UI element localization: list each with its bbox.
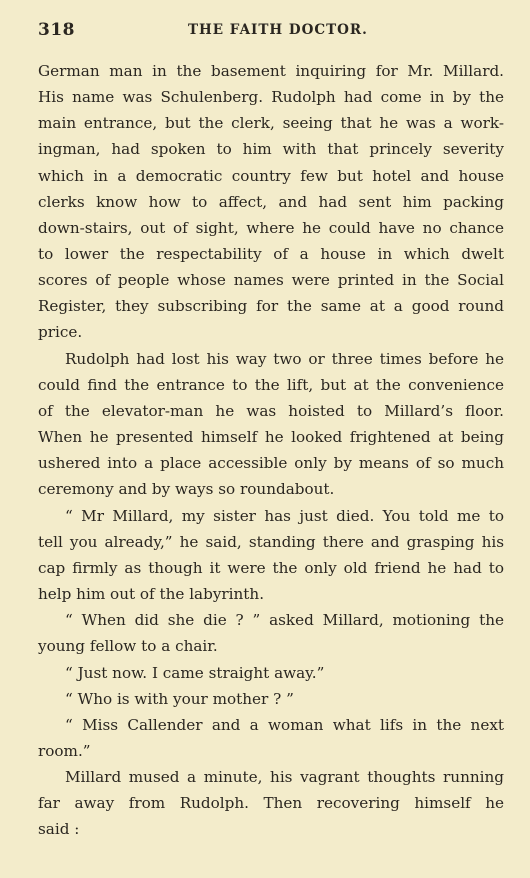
text-line: “ When did she die ? ” asked Millard, motioning the	[65, 611, 504, 629]
text-line: far away from Rudolph. Then recovering himself he	[38, 794, 504, 812]
text-line: Register, they subscribing for the same at a good round	[38, 297, 504, 315]
text-line: German man in the basement inquiring for Mr. Millard.	[38, 62, 504, 80]
page-number: 318	[38, 20, 75, 40]
text-line: help him out of the labyrinth.	[38, 585, 265, 603]
text-line: When he presented himself he looked frightened at being	[38, 428, 504, 446]
running-head: THE FAITH DOCTOR.	[188, 22, 368, 38]
text-line: ingman, had spoken to him with that princely severity	[38, 140, 504, 158]
text-line: price.	[38, 323, 83, 341]
text-line: “ Who is with your mother ? ”	[65, 690, 294, 708]
text-line: to lower the respectability of a house in which dwelt	[38, 245, 504, 263]
text-line: down-stairs, out of sight, where he could have no chance	[38, 219, 504, 237]
text-line: “ Just now. I came straight away.”	[65, 664, 325, 682]
text-line: ushered into a place accessible only by means of so much	[38, 454, 504, 472]
text-line: Rudolph had lost his way two or three times before he	[65, 350, 504, 368]
text-line: which in a democratic country few but hotel and house	[38, 167, 504, 185]
text-line: said :	[38, 820, 80, 838]
text-line: “ Miss Callender and a woman what lifs in the next	[65, 716, 504, 734]
text-line: ceremony and by ways so roundabout.	[38, 480, 335, 498]
text-line: young fellow to a chair.	[38, 637, 218, 655]
text-line: of the elevator-man he was hoisted to Millard’s floor.	[38, 402, 504, 420]
text-line: His name was Schulenberg. Rudolph had come in by the	[38, 88, 504, 106]
text-line: clerks know how to affect, and had sent him packing	[38, 193, 504, 211]
text-line: “ Mr Millard, my sister has just died. You told me to	[65, 507, 504, 525]
text-line: tell you already,” he said, standing there and grasping his	[38, 533, 504, 551]
text-line: scores of people whose names were printed in the Social	[38, 271, 504, 289]
text-line: room.”	[38, 742, 91, 760]
text-line: cap firmly as though it were the only old friend he had to	[38, 559, 504, 577]
text-line: could find the entrance to the lift, but at the convenience	[38, 376, 504, 394]
page-header	[38, 20, 502, 44]
text-line: Millard mused a minute, his vagrant thoughts running	[65, 768, 504, 786]
text-line: main entrance, but the clerk, seeing that he was a work-	[38, 114, 504, 132]
